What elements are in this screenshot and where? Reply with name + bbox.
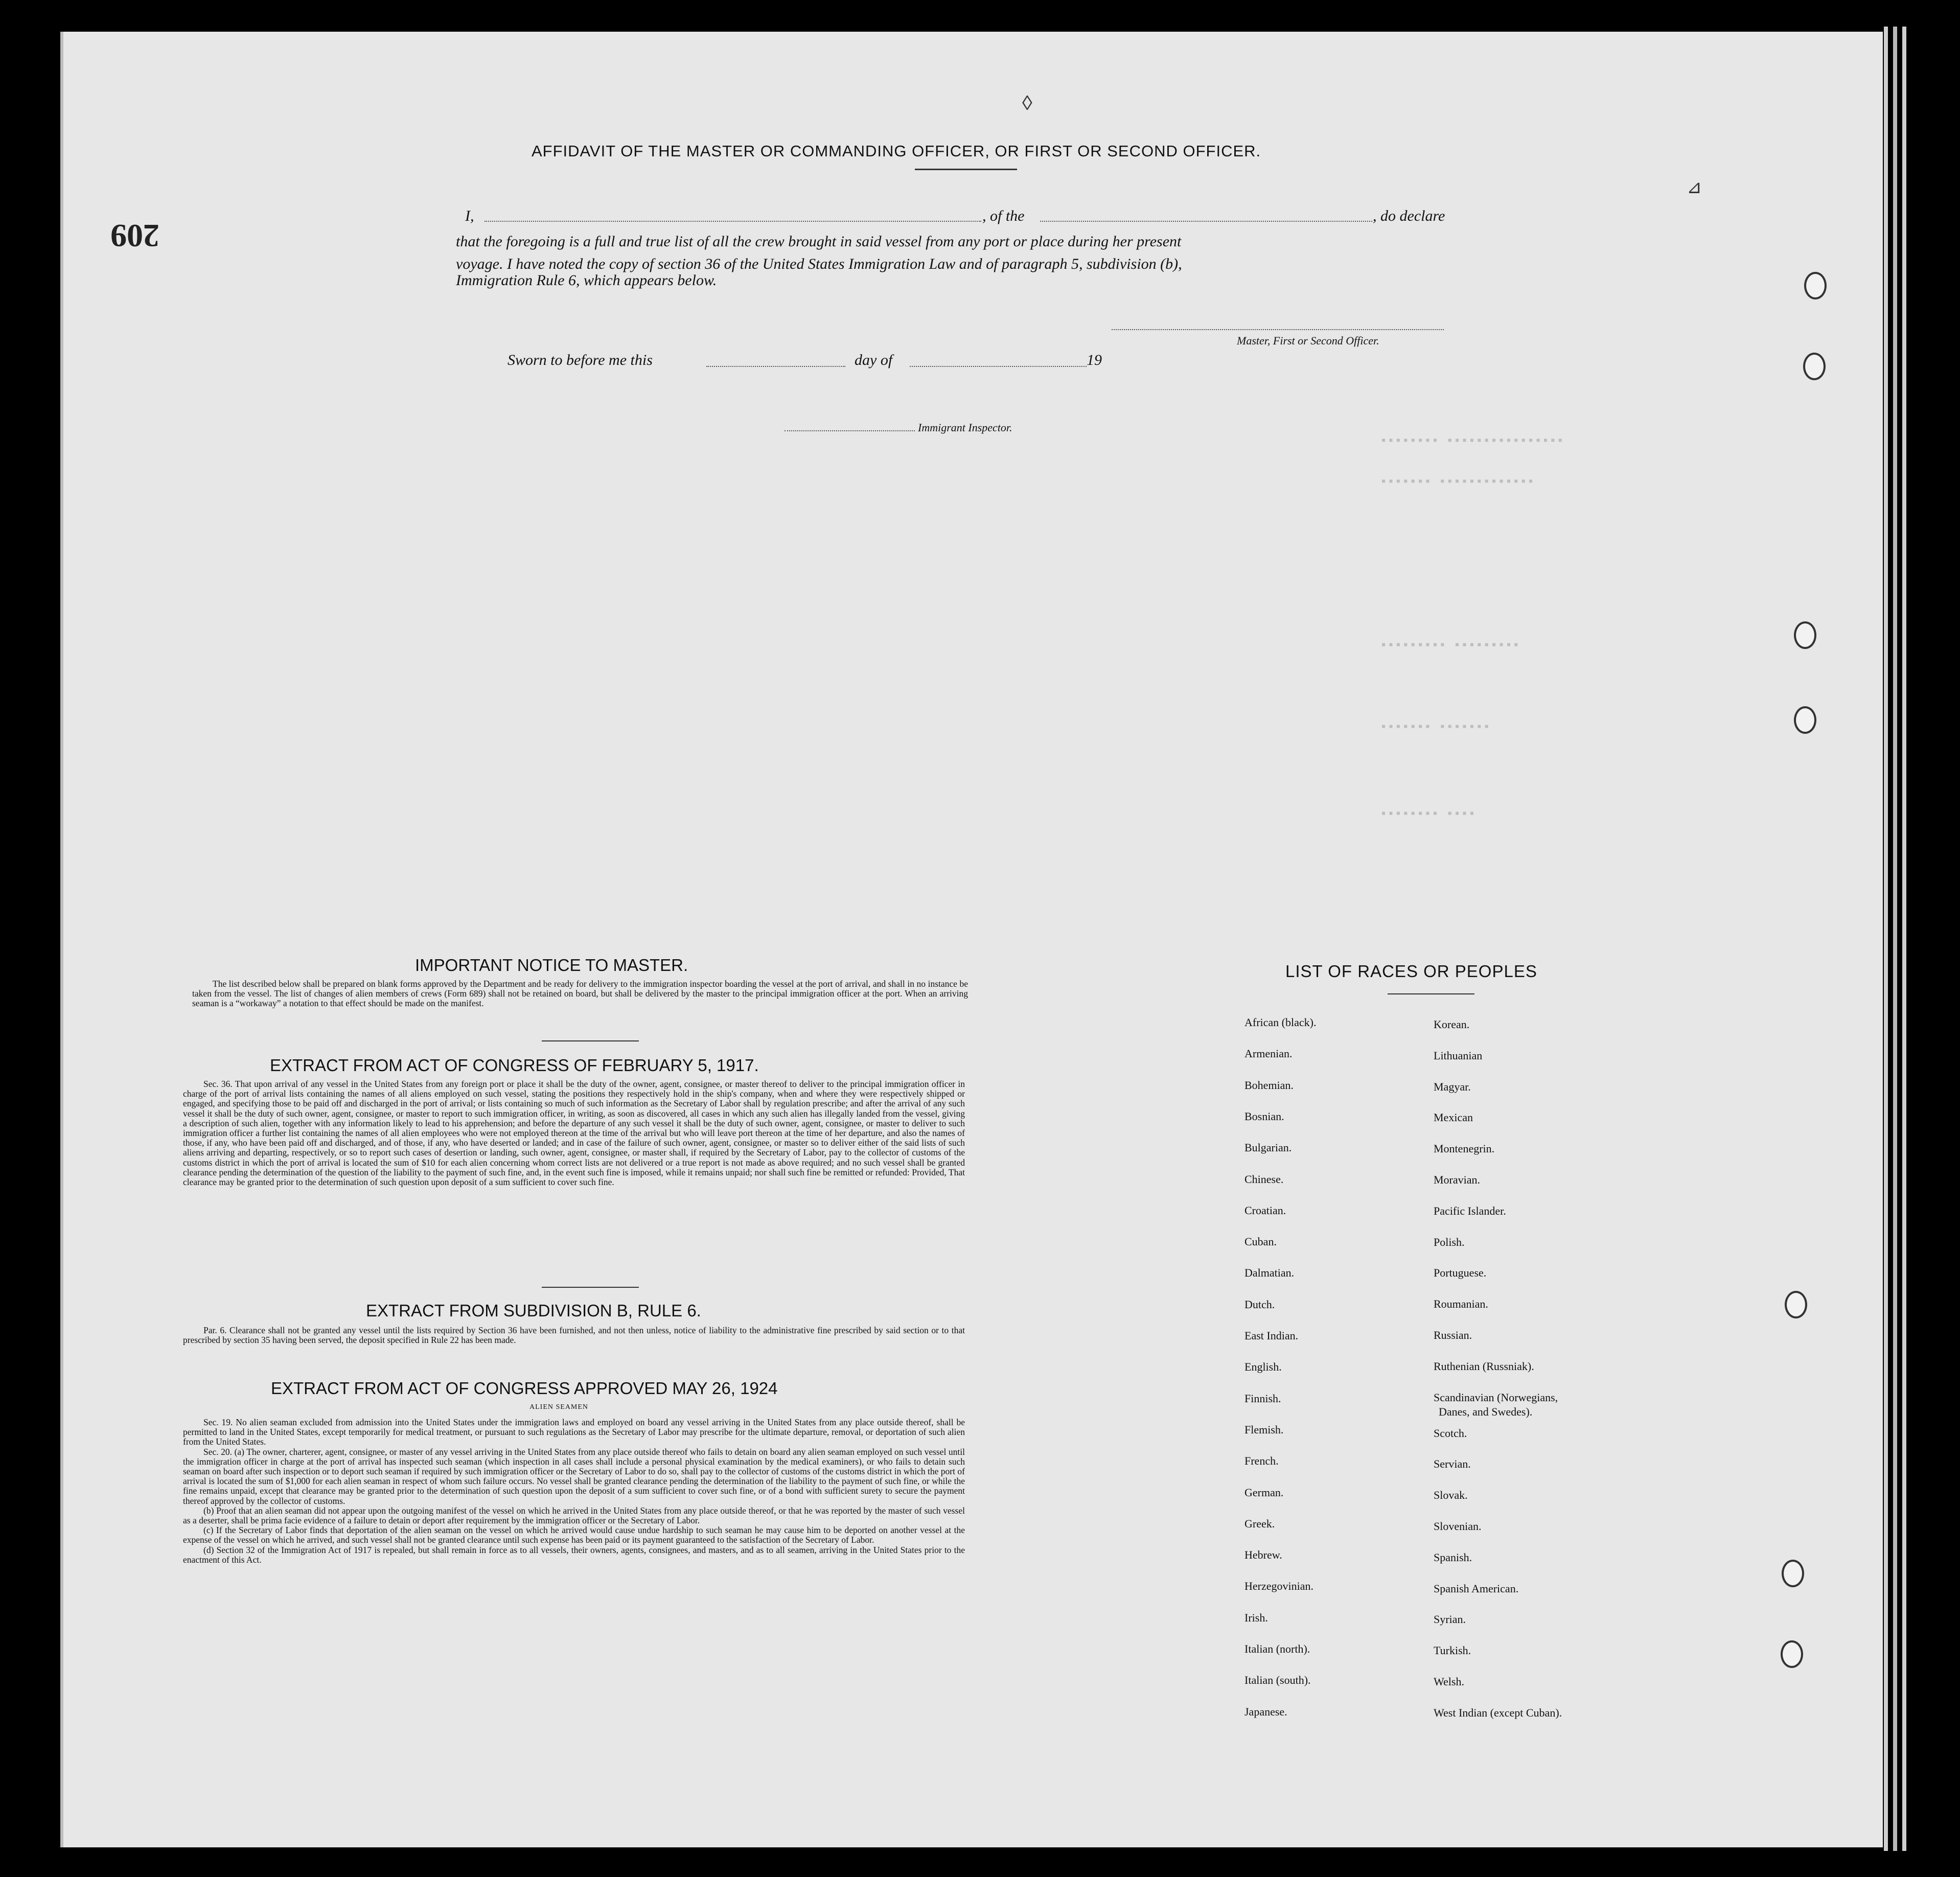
notice-title: IMPORTANT NOTICE TO MASTER. bbox=[415, 956, 688, 975]
notice-text: The list described below shall be prepared on blank forms approved by the Department and be ready for delivery to the immigration inspector boarding the vessel at the port of arrival, and shall in no instance be taken from the vessel. The list of changes of alien members of crews (Form 689) shall not be retained on board, but shall be delivered by the master to the principal immigration officer at the port. When an arriving seaman is a “workaway” a notation to that effect should be made on the manifest. bbox=[192, 979, 968, 1009]
extract-rule-6-title: EXTRACT FROM SUBDIVISION B, RULE 6. bbox=[366, 1301, 701, 1320]
race-item: Chinese. bbox=[1244, 1172, 1284, 1186]
race-item: Dutch. bbox=[1244, 1297, 1275, 1311]
document-page bbox=[60, 32, 1883, 1847]
race-item: Greek. bbox=[1244, 1517, 1275, 1530]
race-item: Lithuanian bbox=[1434, 1049, 1483, 1062]
sworn-text: Sworn to before me this bbox=[508, 352, 653, 368]
sworn-day-blank bbox=[706, 366, 845, 367]
race-item: Ruthenian (Russniak). bbox=[1434, 1359, 1534, 1373]
bleed-through-text: ▪▪▪▪▪▪▪ ▪▪▪▪▪▪▪▪▪▪▪▪▪ bbox=[1380, 475, 1535, 489]
affidavit-line-3: voyage. I have noted the copy of section 36 of the United States Immigration Law and of paragraph 5, subdivision (b), bbox=[456, 256, 1182, 272]
race-item: Russian. bbox=[1434, 1329, 1472, 1341]
race-item: German. bbox=[1244, 1486, 1284, 1499]
race-item: Croatian. bbox=[1244, 1203, 1286, 1217]
race-item: Irish. bbox=[1244, 1611, 1268, 1624]
race-item: Bosnian. bbox=[1244, 1109, 1284, 1123]
race-item: English. bbox=[1244, 1360, 1282, 1374]
race-item: Welsh. bbox=[1434, 1675, 1464, 1688]
race-item: Roumanian. bbox=[1434, 1297, 1488, 1311]
inspector-caption: Immigrant Inspector. bbox=[918, 421, 1012, 434]
page-edge bbox=[1902, 27, 1906, 1851]
race-item: French. bbox=[1244, 1454, 1279, 1468]
race-item: Flemish. bbox=[1244, 1423, 1284, 1436]
race-item: Danes, and Swedes). bbox=[1439, 1405, 1533, 1418]
race-item: East Indian. bbox=[1244, 1329, 1299, 1342]
race-item: West Indian (except Cuban). bbox=[1434, 1706, 1562, 1719]
ink-mark: ⊿ bbox=[1687, 177, 1702, 197]
section-20b-paragraph: (b) Proof that an alien seaman did not appear upon the outgoing manifest of the vessel on which he arrived in the United States from any place outside thereof, or that he was reported by the master of such vessel as a deserter, shall be prima facie evidence of a failure to detain or deport after requirement by the immigration officer or the Secretary of Labor. bbox=[183, 1505, 965, 1526]
section-20c-paragraph: (c) If the Secretary of Labor finds that deportation of the alien seaman on the vessel on which he arrived would cause undue hardship to such seaman he may cause him to be deported on another vessel at the expense of the vessel on which he arrived, and such vessel shall not be granted clearance until such expense has been paid or its payment guaranteed to the satisfaction of the Secretary of Labor. bbox=[183, 1525, 965, 1545]
binder-hole bbox=[1781, 1640, 1803, 1668]
race-item: Pacific Islander. bbox=[1434, 1204, 1506, 1217]
alien-seamen-subtitle: ALIEN SEAMEN bbox=[529, 1403, 589, 1411]
race-item: Moravian. bbox=[1434, 1173, 1481, 1186]
section-20a-paragraph: Sec. 20. (a) The owner, charterer, agent, consignee, or master of any vessel arriving in the United States from any place outside thereof who fails to detain on board any alien seaman employed on such vessel until the immigration officer in charge at the port of arrival has inspected such seaman (which inspection in all cases shall include a personal physical examination by the medical examiners), or who fails to detain such seaman on board after such inspection or to deport such seaman if required by such immigration officer or the Secretary of Labor to do so, shall pay to the collector of customs of the customs district in which the port of arrival is located the sum of $1,000 for each alien seaman in respect of whom such failure occurs. No vessel shall be granted clearance pending the determination of the liability to the payment of such fine, or while the fine remains unpaid, except that clearance may be granted prior to the determination of such question upon the deposit of a sum sufficient to cover such fine, or of a bond with sufficient surety to secure the payment thereof approved by the collector of customs. bbox=[183, 1446, 965, 1506]
affidavit-of-the: , of the bbox=[982, 207, 1025, 224]
race-item: Korean. bbox=[1434, 1018, 1470, 1031]
extract-1917-text: Sec. 36. That upon arrival of any vessel in the United States from any foreign port or place it shall be the duty of the owner, agent, consignee, or master thereof to deliver to the principal immigration officer in charge of the port of arrival lists containing the names of all aliens employed on such vessel, stating the positions they respectively hold in the ship's company, when and where they were respectively shipped or engaged, and specifying those to be paid off and discharged in the port of arrival; or lists containing so much of such information as the Secretary of Labor shall by regulation prescribe; and after the arrival of any such vessel it shall be the duty of such owner, agent, consignee, or master to report to such immigration officer, in writing, as soon as discovered, all cases in which any such alien has illegally landed from the vessel, giving a description of such alien, together with any information likely to lead to his apprehension; and before the departure of any such vessel it shall be the duty of such owner, agent, consignee, or master to deliver to such immigration officer a further list containing the names of all alien employees who were not employed thereon at the time of the arrival but who will leave port thereon at the time of her departure, and also the names of those, if any, who have been paid off and discharged, and of those, if any, who have deserted or landed; and in case of the failure of such owner, agent, consignee, or master so to deliver either of the said lists of such aliens arriving and departing, respectively, or so to report such cases of desertion or landing, such owner, agent, consignee, or master shall, if required by the Secretary of Labor, pay to the collector of customs of the customs district in which the port of arrival is located the sum of $10 for each alien concerning whom correct lists are not delivered or a true report is not made as above required; and no such vessel shall be granted clearance pending the determination of the question of the liability to the payment of such fine, and, in the event such fine is imposed, while it remains unpaid; nor shall such fine be remitted or refunded: Provided, That clearance may be granted prior to the determination of such question upon deposit of a sum sufficient to cover such fine. bbox=[183, 1079, 965, 1188]
inspector-signature-line bbox=[785, 430, 915, 431]
races-rule bbox=[1388, 993, 1474, 994]
bleed-through-text: ▪▪▪▪▪▪▪ ▪▪▪▪▪▪▪ bbox=[1380, 721, 1491, 734]
race-item: Magyar. bbox=[1434, 1080, 1471, 1093]
bleed-through-text: ▪▪▪▪▪▪▪▪▪ ▪▪▪▪▪▪▪▪▪ bbox=[1380, 639, 1520, 653]
race-item: Polish. bbox=[1434, 1235, 1465, 1248]
binder-hole bbox=[1782, 1560, 1804, 1587]
sworn-month-blank bbox=[910, 366, 1087, 367]
ink-mark: ◊ bbox=[1022, 91, 1032, 114]
race-item: Italian (south). bbox=[1244, 1674, 1311, 1687]
page-edge bbox=[1893, 27, 1897, 1851]
affidavit-do-declare: , do declare bbox=[1373, 207, 1445, 224]
binder-hole bbox=[1803, 353, 1826, 380]
race-item: Slovak. bbox=[1434, 1489, 1468, 1502]
race-item: Cuban. bbox=[1244, 1235, 1277, 1248]
title-rule bbox=[915, 169, 1017, 170]
extract-rule-6-text: Par. 6. Clearance shall not be granted any vessel until the lists required by Section 36 have been furnished, and not then unless, notice of liability to the administrative fine prescribed by said section or to that prescribed by section 35 having been served, the deposit specified in Rule 22 has been made. bbox=[183, 1325, 965, 1346]
race-item: Scandinavian (Norwegians, bbox=[1434, 1391, 1558, 1404]
affidavit-line-2: that the foregoing is a full and true list of all the crew brought in said vessel from any port or place during her present bbox=[456, 233, 1182, 250]
binder-hole bbox=[1804, 272, 1827, 299]
bleed-through-text: ▪▪▪▪▪▪▪▪ ▪▪▪▪▪▪▪▪▪▪▪▪▪▪▪▪ bbox=[1380, 434, 1564, 448]
race-item: Armenian. bbox=[1244, 1047, 1293, 1060]
binder-hole bbox=[1785, 1291, 1807, 1318]
affidavit-line-4: Immigration Rule 6, which appears below. bbox=[456, 272, 717, 289]
affidavit-title: AFFIDAVIT OF THE MASTER OR COMMANDING OFFICER, OR FIRST OR SECOND OFFICER. bbox=[532, 142, 1261, 160]
binder-hole bbox=[1794, 706, 1816, 734]
master-signature-line bbox=[1112, 329, 1444, 330]
race-item: Herzegovinian. bbox=[1244, 1580, 1313, 1593]
section-rule bbox=[542, 1287, 639, 1288]
year-prefix: 19 bbox=[1087, 352, 1102, 368]
race-item: Finnish. bbox=[1244, 1392, 1281, 1405]
race-item: Servian. bbox=[1434, 1457, 1471, 1471]
race-item: Italian (north). bbox=[1244, 1642, 1310, 1655]
section-19-paragraph: Sec. 19. No alien seaman excluded from admission into the United States under the immigration laws and employed on board any vessel arriving in the United States from any place outside thereof, shall be permitted to land in the United States, except temporarily for medical treatment, or pursuant to such regulations as the Secretary of Labor may prescribe for the ultimate departure, removal, or deportation of such alien from the United States. bbox=[183, 1417, 965, 1447]
race-item: Spanish American. bbox=[1434, 1582, 1519, 1595]
race-item: Dalmatian. bbox=[1244, 1266, 1295, 1280]
master-caption: Master, First or Second Officer. bbox=[1237, 334, 1379, 347]
name-blank bbox=[485, 221, 981, 222]
section-rule bbox=[542, 1040, 639, 1041]
vessel-blank bbox=[1040, 221, 1372, 222]
race-item: Mexican bbox=[1434, 1111, 1473, 1124]
race-item: Montenegrin. bbox=[1434, 1142, 1495, 1155]
race-item: Turkish. bbox=[1434, 1644, 1471, 1657]
extract-1917-title: EXTRACT FROM ACT OF CONGRESS OF FEBRUARY 5, 1917. bbox=[270, 1056, 759, 1075]
page-number-stamp: 209 bbox=[110, 218, 159, 254]
extract-1924-text bbox=[183, 1418, 965, 1565]
race-item: Spanish. bbox=[1434, 1550, 1472, 1564]
race-item: Hebrew. bbox=[1244, 1548, 1282, 1562]
race-item: Syrian. bbox=[1434, 1613, 1466, 1626]
day-of-text: day of bbox=[855, 352, 893, 368]
race-item: African (black). bbox=[1244, 1016, 1317, 1029]
bleed-through-text: ▪▪▪▪▪▪▪▪ ▪▪▪▪ bbox=[1380, 807, 1476, 821]
section-20d-paragraph: (d) Section 32 of the Immigration Act of 1917 is repealed, but shall remain in force as to all vessels, their owners, agents, consignees, and masters, and as to all seamen, arriving in the United States prior to the enactment of this Act. bbox=[183, 1544, 965, 1565]
race-item: Slovenian. bbox=[1434, 1520, 1482, 1533]
race-item: Bulgarian. bbox=[1244, 1141, 1292, 1154]
extract-1924-title: EXTRACT FROM ACT OF CONGRESS APPROVED MAY 26, 1924 bbox=[271, 1379, 778, 1398]
race-item: Portuguese. bbox=[1434, 1266, 1487, 1280]
races-title: LIST OF RACES OR PEOPLES bbox=[1285, 962, 1537, 981]
race-item: Bohemian. bbox=[1244, 1078, 1294, 1092]
race-item: Japanese. bbox=[1244, 1705, 1287, 1718]
page-edge bbox=[1884, 27, 1888, 1851]
affidavit-i: I, bbox=[465, 207, 474, 224]
binder-hole bbox=[1794, 621, 1816, 649]
race-item: Scotch. bbox=[1434, 1426, 1467, 1440]
